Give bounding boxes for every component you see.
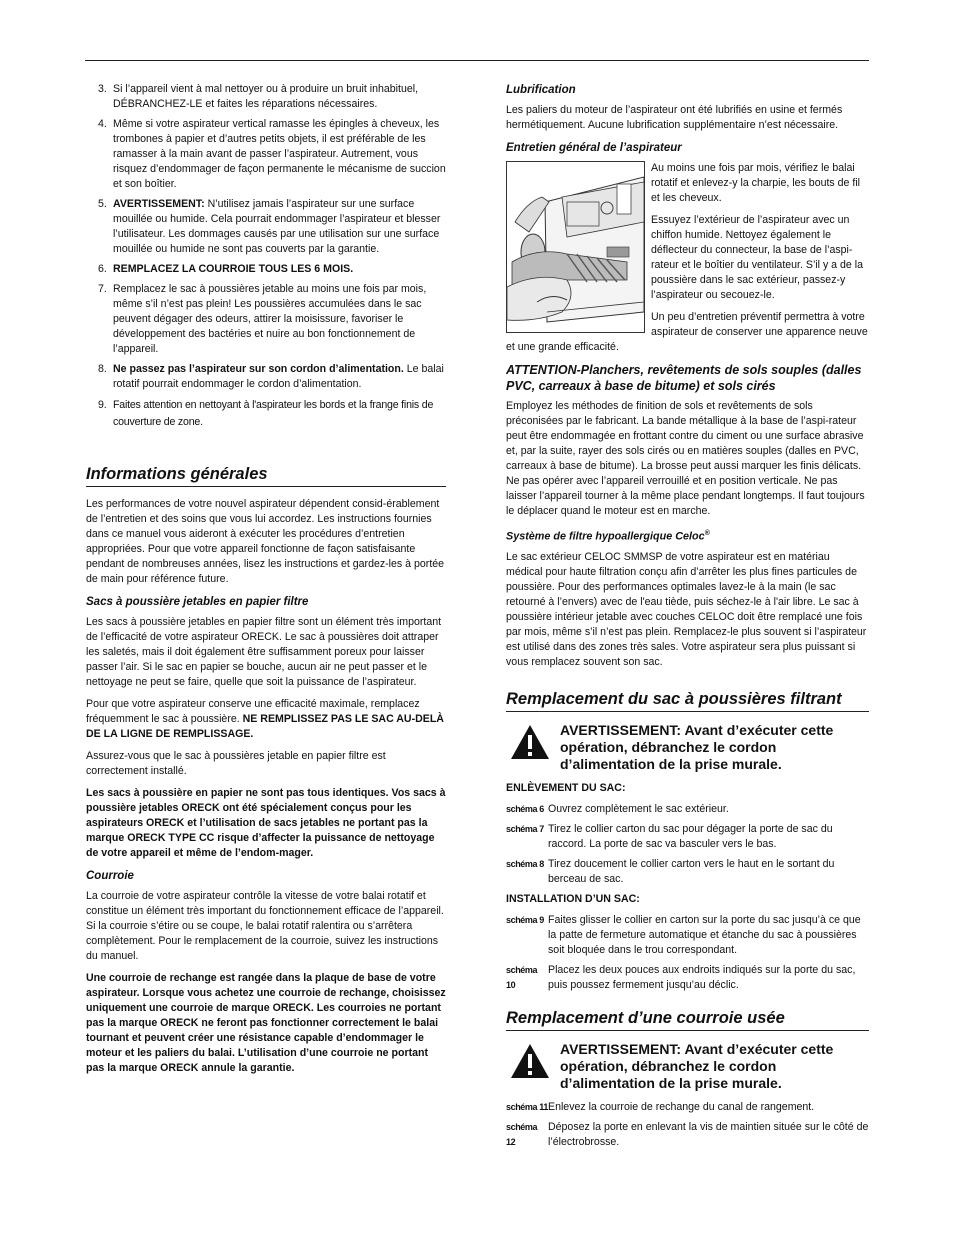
step-item: schéma 10 Placez les deux pouces aux endroits indiqués sur la porte du sac, puis poussez fermement jusqu’au déclic. (506, 963, 856, 991)
list-item: 8. Ne passez pas l’aspirateur sur son cordon d’alimentation. Le balai rotatif pourrait endommager le cordon d’alimentation. (98, 363, 444, 390)
section-title-informations: Informations générales (86, 464, 446, 487)
paragraph: Employez les méthodes de finition de sols et revêtements de sols préconisées par le fabricant. La bande métallique à la base de l’aspi-rateur peut être endommagée en frottant contre du ciment ou une surface abrasive et, par la suite, rayer des sols cirés ou en matières souples (dalles en PVC, carreaux à base de bitume). La brosse peut aussi marquer les finis délicats. Ne pas opérer avec l’appareil verrouillé et en position verticale. Ne pas laisser l’appareil tourner à la même place pendant longtemps. Il faut toujours le déplacer quand le moteur est en marche. (506, 400, 865, 517)
section-title-sac: Remplacement du sac à poussières filtrant (506, 689, 869, 712)
step-item: schéma 9 Faites glisser le collier en carton sur la porte du sac jusqu’à ce que la patte de fermeture automatique et étanche du sac à poussières soit bloquée dans le trou correspondant. (506, 913, 861, 956)
subsection-title-lubrification: Lubrification (506, 84, 576, 96)
paragraph: Les sacs à poussière jetables en papier filtre sont un élément très important de l’efficacité de votre aspirateur ORECK. Le sac à poussières doit attraper les saletés, mais il doit également être suffisamment poreux pour laisser passer l’air. Si le sac en papier se bouche, aucun air ne peut passer et le nettoyage ne peut se faire, quelle que soit la puissance de l’aspirateur. (86, 616, 442, 688)
warning-text: AVERTISSEMENT: Avant d’exécuter cette opération, débranchez le cordon d’alimentation de la prise murale. (560, 1040, 834, 1091)
paragraph: Un peu d’entretien préventif permettra à votre aspirateur de conserver une apparence neuve et une grande efficacité. (506, 311, 868, 353)
list-item: 3. Si l’appareil vient à mal nettoyer ou à produire un bruit inhabituel, DÉBRANCHEZ-LE et faites les réparations nécessaires. (98, 83, 419, 110)
list-item: 5. AVERTISSEMENT: N’utilisez jamais l’aspirateur sur une surface mouillée ou humide. Cela pourrait endommager l’aspirateur et blesser l’utilisateur. Les dommages causés par une utilisation sur une surface mouillée ou humide ne sont pas couverts par la garantie. (98, 198, 441, 255)
paragraph: Le sac extérieur CELOC SMMSP de votre aspirateur est en matériau médical pour haute filtration conçu afin d’arrêter les plus fines particules de poussière. Pour des performances optimales lavez-le à la main (le sac retourné à l’envers) avec de l'eau tiède, puis séchez-le à l'air libre. Le sac à poussière intérieur jetable avec couches CELOC doit être remplacé une fois par mois, même s’il n’est pas plein. Remplacez-le plus souvent si l’aspirateur est utilisé dans des zones très sales. Votre aspirateur sera plus puissant si vous remplacez souvent son sac. (506, 550, 867, 668)
warning-box (506, 722, 869, 773)
installation-label: INSTALLATION D’UN SAC: (506, 892, 640, 905)
attention-title: ATTENTION-Planchers, revêtements de sols souples (dalles PVC, carreaux à base de bitume) et sols cirés (506, 363, 862, 393)
step-item: schéma 12 Déposez la porte en enlevant la vis de maintien située sur le côté de l’électrobrosse. (506, 1120, 869, 1148)
list-item: 4. Même si votre aspirateur vertical ramasse les épingles à cheveux, les trombones à papier et d’autres petits objets, il est préférable de les ramasser à la main avant de passer l’aspirateur. Autrement, vous risquez d’endommager de façon permanente le mécanisme de succion et son boîtier. (98, 118, 446, 190)
step-item: schéma 8 Tirez doucement le collier carton vers le haut en le sortant du berceau de sac. (506, 857, 835, 885)
enlevement-label: ENLÈVEMENT DU SAC: (506, 781, 626, 794)
step-item: schéma 6 Ouvrez complètement le sac extérieur. (506, 802, 729, 815)
warning-icon (510, 1043, 550, 1079)
right-column (506, 82, 869, 1155)
warning-text: AVERTISSEMENT: Avant d’exécuter cette opération, débranchez le cordon d’alimentation de la prise murale. (560, 721, 834, 772)
step-item: schéma 11 Enlevez la courroie de rechange du canal de rangement. (506, 1100, 815, 1113)
step-item: schéma 7 Tirez le collier carton du sac pour dégager la porte de sac du raccord. La porte de sac va basculer vers le bas. (506, 822, 833, 850)
paragraph: Assurez-vous que le sac à poussières jetable en papier filtre est correctement installé. (86, 750, 386, 777)
list-item: 6. REMPLACEZ LA COURROIE TOUS LES 6 MOIS. (98, 263, 354, 275)
subsection-title-entretien: Entretien général de l’aspirateur (506, 142, 682, 154)
subsection-title-courroie: Courroie (86, 870, 134, 882)
list-item: 7. Remplacez le sac à poussières jetable au moins une fois par mois, même s’il n’est pas plein! Les poussières accumulées dans le sac peuvent dégager des odeurs, attirer la moisissure, favoriser le développement des bactéries et nuire au bon fonctionnement de l’appareil. (98, 283, 427, 355)
paragraph: Essuyez l’extérieur de l’aspirateur avec un chiffon humide. Nettoyez également le déflecteur du connecteur, la base de l’aspi-rateur et le boîtier du ventilateur. S’il y a de la poussière dans le sac extérieur, passez-y l’aspirateur ou secouez-le. (651, 214, 863, 301)
top-rule (85, 60, 869, 61)
list-item: 9. Faites attention en nettoyant à l'aspirateur les bords et la frange finis de couverture de zone. (98, 399, 434, 428)
warning-box (506, 1041, 869, 1092)
entretien-block (506, 161, 869, 362)
safety-list (86, 82, 446, 431)
subsection-title-sacs: Sacs à poussière jetables en papier filtre (86, 596, 309, 608)
subsection-title-celoc: Système de filtre hypoallergique Celoc® (506, 530, 710, 543)
paragraph: Au moins une fois par mois, vérifiez le balai rotatif et enlevez-y la charpie, les bouts de fil et les cheveux. (651, 162, 861, 204)
paragraph: La courroie de votre aspirateur contrôle la vitesse de votre balai rotatif et constitue un élément très important du fonctionnement efficace de l’appareil. Si la courroie s’étire ou se coupe, le balai rotatif ralentira ou s’arrêtera complètement. Pour le remplacement de la courroie, suivez les instructions du manuel. (86, 890, 444, 962)
paragraph: Les paliers du moteur de l’aspirateur ont été lubrifiés en usine et fermés hermétiquement. Aucune lubrification supplémentaire n’est nécessaire. (506, 104, 843, 131)
vacuum-illustration (506, 161, 645, 333)
paragraph-bold: Une courroie de rechange est rangée dans la plaque de base de votre aspirateur. Lorsque vous achetez une courroie de rechange, choisissez uniquement une courroie de marque ORECK. Les courroies ne portant pas la marque ORECK ne feront pas fonctionner correctement le balai tournant et peuvent créer une résistance capable d’endommager le moteur et les paliers du balai. L’utilisation d’une courroie ne portant pas la marque ORECK annule la garantie. (86, 972, 446, 1074)
paragraph: Pour que votre aspirateur conserve une efficacité maximale, remplacez fréquemment le sac à poussière. NE REMPLISSEZ PAS LE SAC AU-DELÀ DE LA LIGNE DE REMPLISSAGE. (86, 698, 444, 740)
section-title-courroie: Remplacement d’une courroie usée (506, 1008, 869, 1031)
paragraph: Les performances de votre nouvel aspirateur dépendent consid-érablement de l’entretien et des soins que vous lui accordez. Les instructions fournies dans ce manuel vous aideront à exécuter les procédures d’entretien appropriées. Pour que votre appareil fonctionne de façon satisfaisante pendant de nombreuses années, lisez les instructions et gardez-les à portée de main pour référence future. (86, 498, 445, 585)
warning-icon (510, 724, 550, 760)
paragraph-bold: Les sacs à poussière en papier ne sont pas tous identiques. Vos sacs à poussière jetables ORECK ont été spécialement conçus pour les aspirateurs ORECK et l’utilisation de sacs jetables ne portant pas la marque ORECK TYPE CC risque d’affecter la puissance de nettoyage de votre appareil et même de l’endom-mager. (86, 787, 446, 859)
left-column (86, 82, 446, 1083)
